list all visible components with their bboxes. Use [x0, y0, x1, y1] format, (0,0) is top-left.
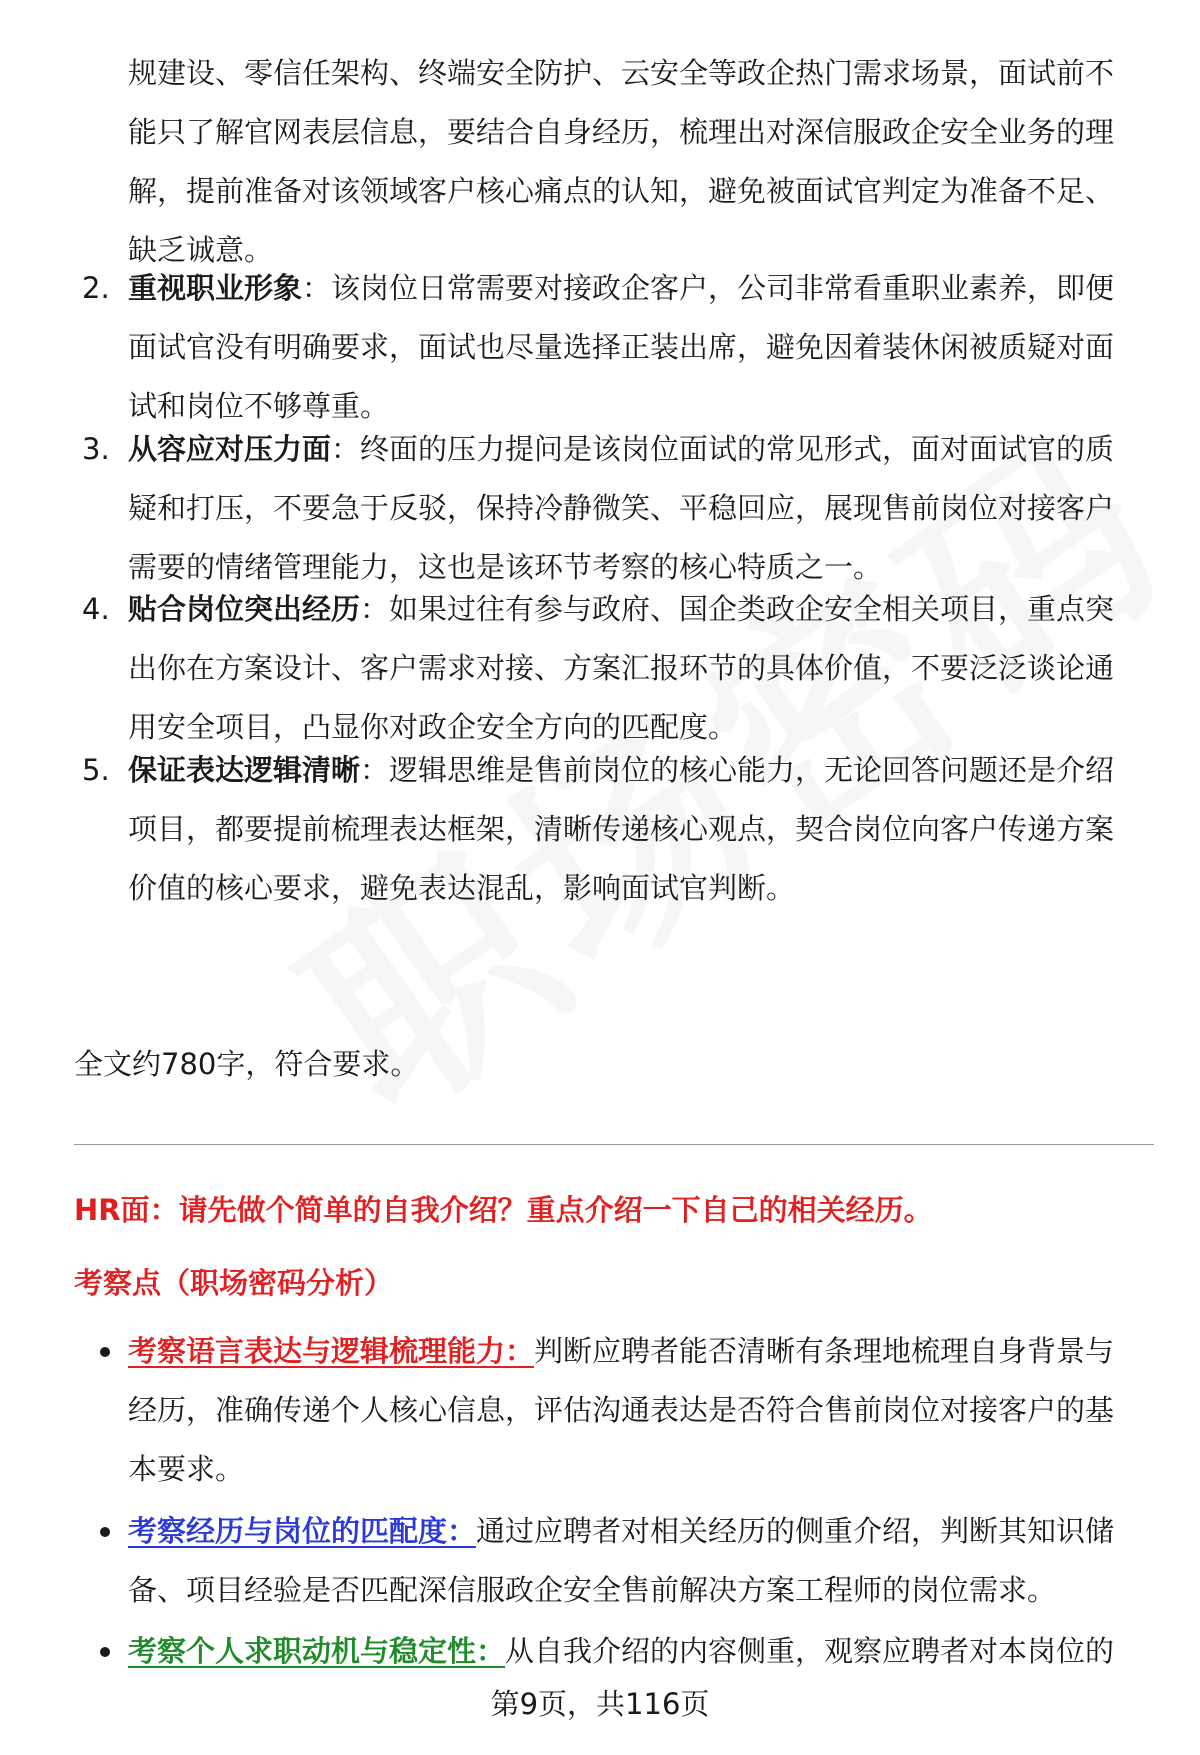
tip-line: 需要的情绪管理能力，这也是该环节考察的核心特质之一。: [128, 550, 883, 584]
intro-line: 能只了解官网表层信息，要结合自身经历，梳理出对深信服政企安全业务的理: [128, 115, 1115, 149]
point-line: 备、项目经验是否匹配深信服政企安全售前解决方案工程师的岗位需求。: [128, 1573, 1057, 1607]
tip-number: 4.: [82, 592, 110, 626]
point-tag: 考察经历与岗位的匹配度：: [128, 1514, 477, 1548]
tip-line: 用安全项目，凸显你对政企安全方向的匹配度。: [128, 710, 738, 744]
tip-line: 项目，都要提前梳理表达框架，清晰传递核心观点，契合岗位向客户传递方案: [128, 812, 1115, 846]
word-count-note: 全文约780字，符合要求。: [74, 1047, 420, 1081]
point-line: 本要求。: [128, 1452, 245, 1486]
tip-title: 保证表达逻辑清晰: [128, 753, 361, 787]
tip-line: 面试官没有明确要求，面试也尽量选择正装出席，避免因着装休闲被质疑对面: [128, 330, 1115, 364]
point-tag: 考察语言表达与逻辑梳理能力：: [128, 1334, 535, 1368]
point-tag: 考察个人求职动机与稳定性：: [128, 1634, 506, 1668]
analysis-point: [128, 1322, 1148, 1499]
tip-item: [82, 420, 1148, 597]
tip-title: 重视职业形象: [128, 271, 303, 305]
tip-item: [82, 259, 1148, 436]
point-line: 通过应聘者对相关经历的侧重介绍，判断其知识储: [476, 1514, 1115, 1548]
tip-item: [82, 580, 1148, 757]
analysis-point: [128, 1502, 1148, 1620]
tip-title: 贴合岗位突出经历: [128, 592, 361, 626]
tip-line: 试和岗位不够尊重。: [128, 389, 390, 423]
tip-line: 疑和打压，不要急于反驳，保持冷静微笑、平稳回应，展现售前岗位对接客户: [128, 491, 1115, 525]
intro-line: 缺乏诚意。: [128, 233, 274, 267]
section-divider: [74, 1144, 1154, 1145]
point-line: 从自我介绍的内容侧重，观察应聘者对本岗位的: [505, 1634, 1115, 1668]
bullet-dot: [100, 1347, 110, 1357]
intro-paragraph: [128, 44, 1148, 280]
tip-line: ：如果过往有参与政府、国企类政企安全相关项目，重点突: [360, 592, 1115, 626]
analysis-heading: 考察点（职场密码分析）: [74, 1266, 394, 1300]
tip-line: 出你在方案设计、客户需求对接、方案汇报环节的具体价值，不要泛泛谈论通: [128, 651, 1115, 685]
analysis-point: [128, 1622, 1148, 1681]
tip-line: 价值的核心要求，避免表达混乱，影响面试官判断。: [128, 871, 796, 905]
point-line: 判断应聘者能否清晰有条理地梳理自身背景与: [534, 1334, 1115, 1368]
bullet-dot: [100, 1647, 110, 1657]
tip-item: [82, 741, 1148, 918]
tip-line: ：终面的压力提问是该岗位面试的常见形式，面对面试官的质: [331, 432, 1115, 466]
tip-number: 2.: [82, 271, 110, 305]
bullet-dot: [100, 1527, 110, 1537]
page-footer: 第9页，共116页: [490, 1687, 710, 1721]
tip-line: ：逻辑思维是售前岗位的核心能力，无论回答问题还是介绍: [360, 753, 1115, 787]
point-line: 经历，准确传递个人核心信息，评估沟通表达是否符合售前岗位对接客户的基: [128, 1393, 1115, 1427]
tip-title: 从容应对压力面: [128, 432, 332, 466]
tip-number: 5.: [82, 753, 110, 787]
tip-number: 3.: [82, 432, 110, 466]
intro-line: 解，提前准备对该领域客户核心痛点的认知，避免被面试官判定为准备不足、: [128, 174, 1115, 208]
tip-line: ：该岗位日常需要对接政企客户，公司非常看重职业素养，即便: [302, 271, 1115, 305]
intro-line: 规建设、零信任架构、终端安全防护、云安全等政企热门需求场景，面试前不: [128, 56, 1115, 90]
hr-question: HR面：请先做个简单的自我介绍？重点介绍一下自己的相关经历。: [74, 1193, 933, 1227]
